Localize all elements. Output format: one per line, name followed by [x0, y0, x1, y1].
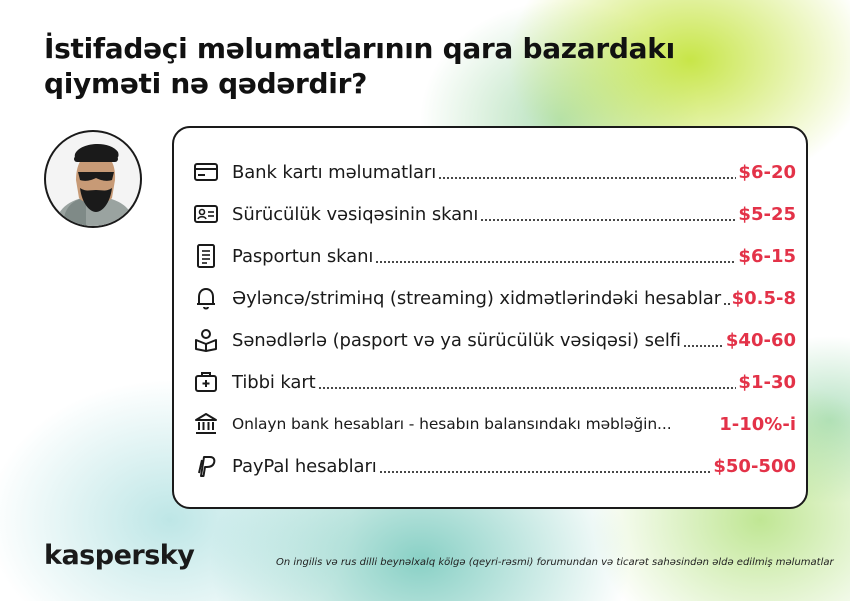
item-price: 1-10%-i [719, 413, 796, 435]
list-item [190, 408, 796, 440]
list-item [190, 156, 796, 188]
leader-dots [683, 345, 724, 347]
item-label: Sənədlərlə (pasport və ya sürücülük vəsiqəsi) selfi [232, 329, 681, 351]
item-label: Pasportun skanı [232, 245, 374, 267]
item-price: $50-500 [713, 455, 796, 477]
item-label: Əyləncə/strimінq (streaming) xidmətlərindəki hesablar [232, 287, 722, 309]
leader-dots [723, 303, 730, 305]
item-price: $0.5-8 [731, 287, 796, 309]
leader-dots [375, 261, 736, 263]
list-item [190, 366, 796, 398]
leader-dots [480, 219, 736, 221]
item-label: PayPal hesabları [232, 455, 377, 477]
price-list-card [172, 126, 808, 509]
item-price: $1-30 [738, 371, 796, 393]
page-title: İstifadəçi məlumatlarının qara bazardakı qiyməti nə qədərdir? [44, 32, 675, 100]
leader-dots [438, 177, 736, 179]
bell-icon [190, 284, 222, 312]
kaspersky-logo: kaspersky [44, 540, 195, 571]
selfie-icon [190, 326, 222, 354]
hacker-illustration-icon [46, 132, 142, 228]
item-price: $5-25 [738, 203, 796, 225]
item-label: Onlayn bank hesabları - hesabın balansındakı məbləğin... [232, 415, 672, 433]
item-price: $6-15 [738, 245, 796, 267]
leader-dots [379, 471, 712, 473]
item-label: Sürücülük vəsiqəsinin skanı [232, 203, 479, 225]
medical-kit-icon [190, 368, 222, 396]
list-item [190, 324, 796, 356]
leader-dots [318, 387, 737, 389]
id-card-icon [190, 200, 222, 228]
hacker-avatar [44, 130, 142, 228]
source-footnote: On ingilis və rus dilli beynəlxalq kölgə (qeyri-rəsmi) forumundan və ticarət sahəsindən əldə edilmiş məlumatlar [276, 557, 834, 568]
paypal-icon [190, 452, 222, 480]
list-item [190, 450, 796, 482]
list-item [190, 282, 796, 314]
item-label: Tibbi kart [232, 371, 316, 393]
list-item [190, 240, 796, 272]
document-icon [190, 242, 222, 270]
leader-spacer [674, 429, 710, 431]
item-price: $40-60 [725, 329, 796, 351]
credit-card-icon [190, 158, 222, 186]
item-label: Bank kartı məlumatları [232, 161, 437, 183]
bank-icon [190, 410, 222, 438]
list-item [190, 198, 796, 230]
item-price: $6-20 [738, 161, 796, 183]
